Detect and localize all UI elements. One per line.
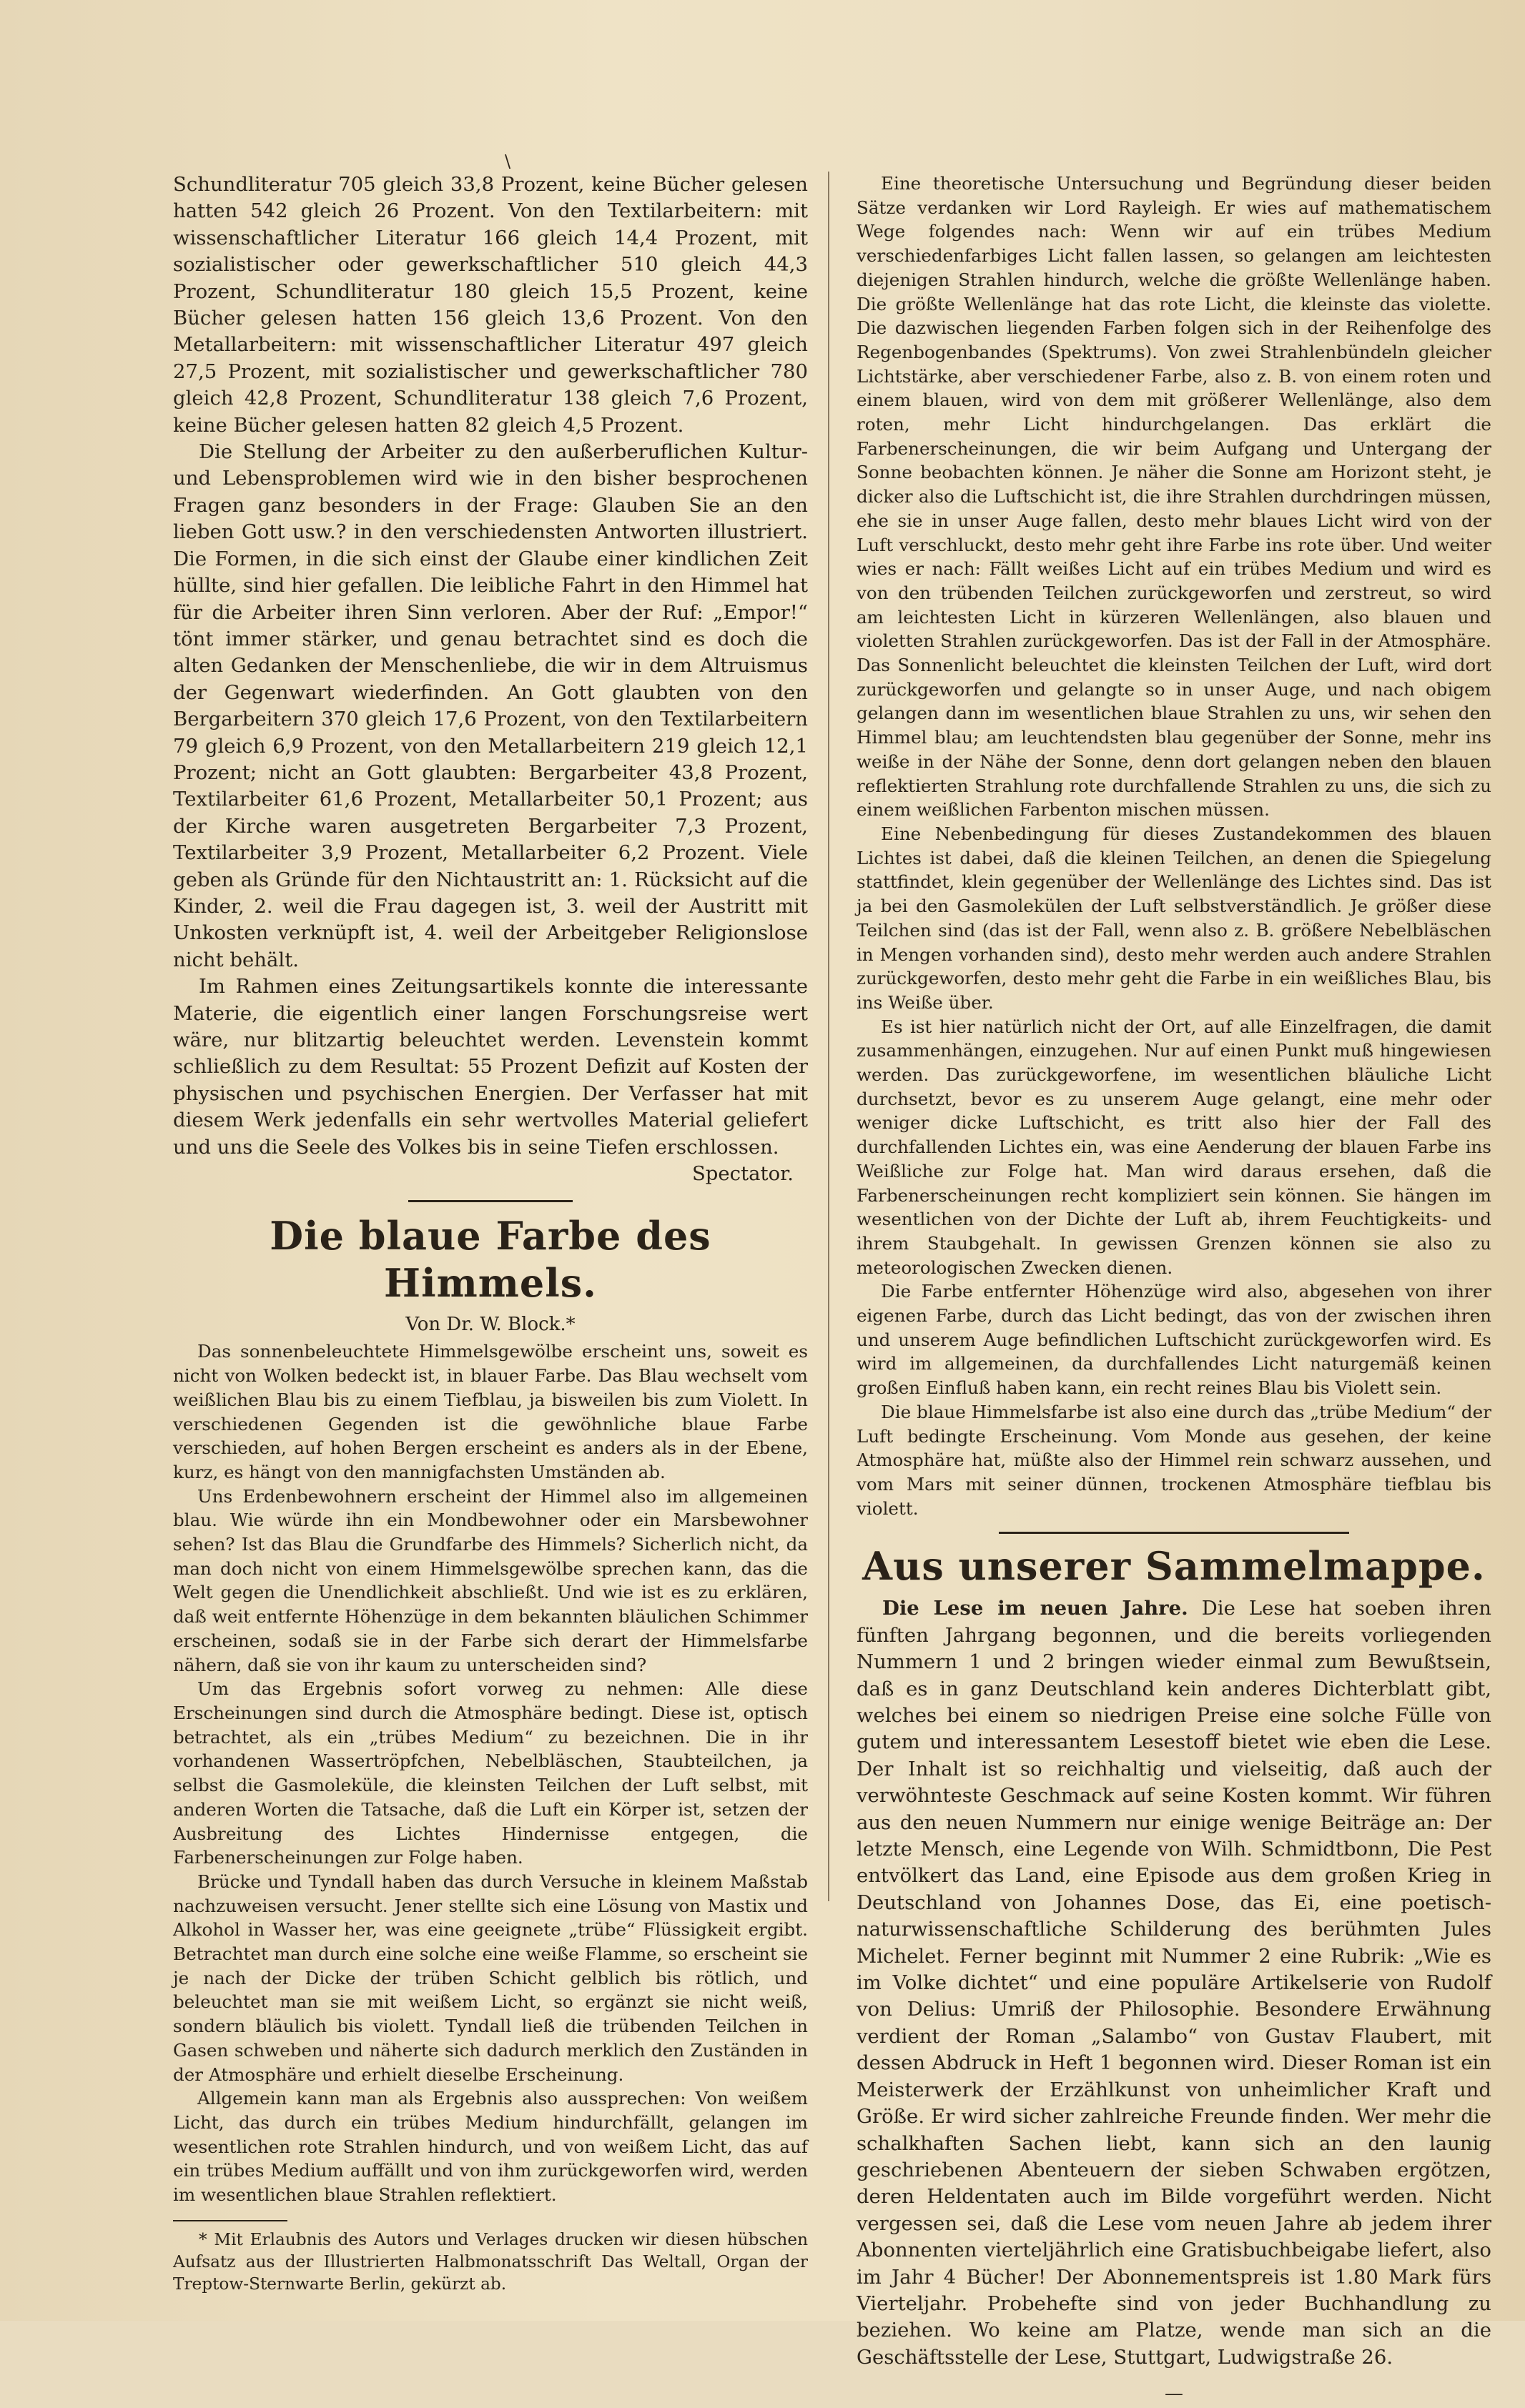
paragraph: Um das Ergebnis sofort vorweg zu nehmen: Alle diese Erscheinungen sind durch die Atmosphäre bedingt. Diese ist, optisch betrachtet, als ein „trübes Medium“ zu bezeichnen. Die in ihr vorhandenen Wassertröpfchen, Nebelbläschen, Staubteilchen, ja selbst die Gasmoleküle, die kleinsten Teilchen der Luft selbst, mit anderen Worten die Tatsache, daß die Luft ein Körper ist, setzen der Ausbreitung des Lichtes Hindernisse entgegen, die Farbenerscheinungen zur Folge haben. xyxy=(173,1678,808,1868)
author-signature: Spectator. xyxy=(691,1162,794,1186)
paragraph: Brücke und Tyndall haben das durch Versuche in kleinem Maßstab nachzuweisen versucht. Jener stellte sich eine Lösung von Mastix und Alkohol in Wasser her, was eine geeignete „trübe“ Flüssigkeit ergibt. Betrachtet man durch eine solche eine weiße Flamme, so erscheint sie je nach der Dicke der trüben Schicht gelblich bis rötlich, und beleuchtet man sie mit weißem Licht, so ergänzt sie nicht weiß, sondern bläulich bis violett. Tyndall ließ die trübenden Teilchen in Gasen schweben und näherte sich dadurch merklich den Zuständen in der Atmosphäre und erhielt dieselbe Erscheinung. xyxy=(173,1871,808,2085)
section-title: Aus unserer Sammelmappe. xyxy=(862,1543,1486,1590)
column-rule xyxy=(828,172,829,1901)
paragraph xyxy=(857,1595,1491,2371)
footnote xyxy=(173,2229,808,2295)
article-title: Die blaue Farbe des Himmels. xyxy=(270,1213,711,1307)
paragraph: Es ist hier natürlich nicht der Ort, auf alle Einzelfragen, die damit zusammenhängen, einzugehen. Nur auf einen Punkt muß hingewiesen werden. Das zurückgeworfene, im wesentlichen bläuliche Licht durchsetzt, bevor es zu unserem Auge gelangt, eine mehr oder weniger dicke Luftschicht, es tritt also hier der Fall des durchfallenden Lichtes ein, was eine Aenderung der blauen Farbe ins Weißliche zur Folge hat. Man wird daraus ersehen, daß die Farbenerscheinungen recht kompliziert sein können. Sie hängen im wesentlichen von der Dichte der Luft ab, ihrem Feuchtigkeits- und ihrem Staubgehalt. In gewissen Grenzen können sie also zu meteorologischen Zwecken dienen. xyxy=(857,1016,1491,1278)
paragraph-text: Die Lese hat soeben ihren fünften Jahrgang begonnen, und die bereits vorliegenden Nummern 1 und 2 bringen wieder einmal zum Bewußtsein, daß es in ganz Deutschland kein anderes Dichterblatt gibt, welches bei einem so niedrigen Preise eine solche Fülle von gutem und interessantem Lesestoff bietet wie eben die Lese. Der Inhalt ist so reichhaltig und vielseitig, daß auch der verwöhnteste Geschmack auf seine Kosten kommt. Wir führen aus den neuen Nummern nur einige wenige Beiträge an: Der letzte Mensch, eine Legende von Wilh. Schmidtbonn, Die Pest entvölkert das Land, eine Episode aus dem großen Krieg in Deutschland von Johannes Dose, das Ei, eine poetisch-naturwissenschaftliche Schilderung des berühmten Jules Michelet. Ferner beginnt mit Nummer 2 eine Rubrik: „Wie es im Volke dichtet“ und eine populäre Artikelserie von Rudolf von Delius: Umriß der Philosophie. Besondere Erwähnung verdient der Roman „Salambo“ von Gustav Flaubert, mit dessen Abdruck in Heft 1 begonnen wird. Dieser Roman ist ein Meisterwerk der Erzählkunst von unheimlicher Kraft und Größe. Er wird sicher zahlreiche Freunde finden. Wer mehr die schalkhaften Sachen liebt, kann sich an den launig geschriebenen Abenteuern der sieben Schwaben ergötzen, deren Heldentaten auch im Bilde vorgeführt werden. Nicht vergessen sei, daß die Lese vom neuen Jahre ab jedem ihrer Abonnenten vierteljährlich eine Gratisbuchbeigabe liefert, also im Jahr 4 Bücher! Der Abonnementspreis ist 1.80 Mark fürs Vierteljahr. Probehefte sind von jeder Buchhandlung zu beziehen. Wo keine am Platze, wende man sich an die Geschäftsstelle der Lese, Stuttgart, Ludwigstraße 26. xyxy=(857,1597,1491,2369)
footnote-divider xyxy=(173,2220,287,2221)
footnote-text: * Mit Erlaubnis des Autors und Verlages drucken wir diesen hübschen Aufsatz aus der Illustrierten Halbmonatsschrift Das Weltall, Organ der Treptow-Sternwarte Berlin, gekürzt ab. xyxy=(173,2229,808,2294)
end-mark: — xyxy=(1165,2383,1183,2405)
paragraph: Das sonnenbeleuchtete Himmelsgewölbe erscheint uns, soweit es nicht von Wolken bedeckt ist, in blauer Farbe. Das Blau wechselt vom weißlichen Blau bis zu einem Tiefblau, ja bisweilen bis zum Violett. In verschiedenen Gegenden ist die gewöhnliche blaue Farbe verschieden, auf hohen Bergen erscheint es anders als in der Ebene, kurz, es hängt von den mannigfachsten Umständen ab. xyxy=(173,1341,808,1482)
levenstein-article-end xyxy=(173,172,808,1187)
left-column xyxy=(173,172,808,2295)
paragraph: Allgemein kann man als Ergebnis also aussprechen: Von weißem Licht, das durch ein trübes Medium hindurchfällt, gelangen im wesentlichen rote Strahlen hindurch, und von weißem Licht, das auf ein trübes Medium auffällt und von ihm zurückgeworfen wird, werden im wesentlichen blaue Strahlen reflektiert. xyxy=(173,2088,808,2206)
paragraph: Die blaue Himmelsfarbe ist also eine durch das „trübe Medium“ der Luft bedingte Erscheinung. Vom Monde aus gesehen, der keine Atmosphäre hat, müßte also der Himmel rein schwarz aussehen, und vom Mars mit seiner dünnen, trockenen Atmosphäre tiefblau bis violett. xyxy=(857,1401,1491,1519)
paragraph: Eine theoretische Untersuchung und Begründung dieser beiden Sätze verdanken wir Lord Rayleigh. Er wies auf mathematischem Wege folgendes nach: Wenn wir auf ein trübes Medium verschiedenfarbiges Licht fallen lassen, so gelangen am leichtesten diejenigen Strahlen hindurch, welche die größte Wellenlänge haben. Die größte Wellenlänge hat das rote Licht, die kleinste das violette. Die dazwischen liegenden Farben folgen sich in der Reihenfolge des Regenbogenbandes (Spektrums). Von zwei Strahlenbündeln gleicher Lichtstärke, aber verschiedener Farbe, also z. B. von einem roten und einem blauen, wird von dem mit größerer Wellenlänge, also dem roten, mehr Licht hindurchgelangen. Das erklärt die Farbenerscheinungen, die wir beim Aufgang und Untergang der Sonne beobachten können. Je näher die Sonne am Horizont steht, je dicker also die Luftschicht ist, die ihre Strahlen durchdringen müssen, ehe sie in unser Auge fallen, desto mehr blaues Licht wird von der Luft verschluckt, desto mehr geht ihre Farbe ins rote über. Und weiter wies er nach: Fällt weißes Licht auf ein trübes Medium und wird es von den trübenden Teilchen zurückgeworfen und zerstreut, so wird am leichtesten Licht in kürzeren Wellenlängen, also blauen und violetten Strahlen zurückgeworfen. Das ist der Fall in der Atmosphäre. Das Sonnenlicht beleuchtet die kleinsten Teilchen der Luft, wird dort zurückgeworfen und gelangte so in unser Auge, und nach obigem gelangen dann im wesentlichen blaue Strahlen zu uns, wir sehen den Himmel blau; am leuchtendsten blau gegenüber der Sonne, mehr ins weiße in der Nähe der Sonne, denn dort gelangen neben den blauen reflektierten Strahlung rote durchfallende Strahlen zu uns, die sich zu einem weißlichen Farbenton mischen müssen. xyxy=(857,173,1491,821)
paragraph: Eine Nebenbedingung für dieses Zustandekommen des blauen Lichtes ist dabei, daß die kleinen Teilchen, an denen die Spiegelung stattfindet, klein gegenüber der Wellenlänge des Lichtes sind. Das ist ja bei den Gasmolekülen der Luft selbstverständlich. Je größer diese Teilchen sind (das ist der Fall, wenn also z. B. größere Nebelbläschen in Mengen vorhanden sind), desto mehr werden auch andere Strahlen zurückgeworfen, desto mehr geht die Farbe in ein weißliches Blau, bis ins Weiße über. xyxy=(857,823,1491,1013)
signature-row xyxy=(173,1161,808,1187)
lead-label: Die Lese im neuen Jahre. xyxy=(882,1597,1188,1620)
paragraph: Im Rahmen eines Zeitungsartikels konnte die interessante Materie, die eigentlich einer langen Forschungsreise wert wäre, nur blitzartig beleuchtet werden. Levenstein kommt schließlich zu dem Resultat: 55 Prozent Defizit auf Kosten der physischen und psychischen Energien. Der Verfasser hat mit diesem Werk jedenfalls ein sehr wertvolles Material geliefert und uns die Seele des Volkes bis in seine Tiefen erschlossen. xyxy=(173,975,808,1159)
sammelmappe-body xyxy=(857,1595,1491,2371)
article-byline: Von Dr. W. Block.* xyxy=(405,1314,576,1336)
printer-mark: \ xyxy=(505,152,511,172)
paragraph: Uns Erdenbewohnern erscheint der Himmel also im allgemeinen blau. Wie würde ihn ein Mondbewohner oder ein Marsbewohner sehen? Ist das Blau die Grundfarbe des Himmels? Sicherlich nicht, da man doch nicht von einem Himmelsgewölbe sprechen kann, das die Welt gegen die Unendlichkeit abschließt. Und wie ist es zu erklären, daß weit entfernte Höhenzüge in dem bekannten bläulichen Schimmer erscheinen, sodaß sie in der Farbe sich derart der Himmelsfarbe nähern, daß sie von ihr kaum zu unterscheiden sind? xyxy=(173,1485,808,1675)
section-divider xyxy=(999,1532,1349,1534)
paragraph: Die Farbe entfernter Höhenzüge wird also, abgesehen von ihrer eigenen Farbe, durch das Licht bedingt, das von der zwischen ihren und unserem Auge befindlichen Luftschicht zurückgeworfen wird. Es wird im allgemeinen, da durchfallendes Licht naturgemäß keinen großen Einfluß haben kann, ein recht reines Blau bis Violett sein. xyxy=(857,1281,1491,1399)
right-column xyxy=(857,172,1491,2408)
paragraph: Schundliteratur 705 gleich 33,8 Prozent, keine Bücher gelesen hatten 542 gleich 26 Prozent. Von den Textilarbeitern: mit wissenschaftlicher Literatur 166 gleich 14,4 Prozent, mit sozialistischer oder gewerkschaftlicher 510 gleich 44,3 Prozent, Schundliteratur 180 gleich 15,5 Prozent, keine Bücher gelesen hatten 156 gleich 13,6 Prozent. Von den Metallarbeitern: mit wissenschaftlicher Literatur 497 gleich 27,5 Prozent, mit sozialistischer und gewerkschaftlicher 780 gleich 42,8 Prozent, Schundliteratur 138 gleich 7,6 Prozent, keine Bücher gelesen hatten 82 gleich 4,5 Prozent. xyxy=(173,173,808,437)
paragraph: Die Stellung der Arbeiter zu den außerberuflichen Kultur- und Lebensproblemen wird wie in den bisher besprochenen Fragen ganz besonders in der Frage: Glauben Sie an den lieben Gott usw.? in den verschiedensten Antworten illustriert. Die Formen, in die sich einst der Glaube einer kindlichen Zeit hüllte, sind hier gefallen. Die leibliche Fahrt in den Himmel hat für die Arbeiter ihren Sinn verloren. Aber der Ruf: „Empor!“ tönt immer stärker, und genau betrachtet sind es doch die alten Gedanken der Menschenliebe, die wir in dem Altruismus der Gegenwart wiederfinden. An Gott glaubten von den Bergarbeitern 370 gleich 17,6 Prozent, von den Textilarbeitern 79 gleich 6,9 Prozent, von den Metallarbeitern 219 gleich 12,1 Prozent; nicht an Gott glaubten: Bergarbeiter 43,8 Prozent, Textilarbeiter 61,6 Prozent, Metallarbeiter 50,1 Prozent; aus der Kirche waren ausgetreten Bergarbeiter 7,3 Prozent, Textilarbeiter 3,9 Prozent, Metallarbeiter 6,2 Prozent. Viele geben als Gründe für den Nichtaustritt an: 1. Rücksicht auf die Kinder, 2. weil die Frau dagegen ist, 3. weil der Austritt mit Unkosten verknüpft ist, 4. weil der Arbeitgeber Religionslose nicht behält. xyxy=(173,440,808,971)
sky-article-continued xyxy=(857,172,1491,1520)
sky-article-body xyxy=(173,1339,808,2206)
section-divider xyxy=(408,1200,573,1202)
